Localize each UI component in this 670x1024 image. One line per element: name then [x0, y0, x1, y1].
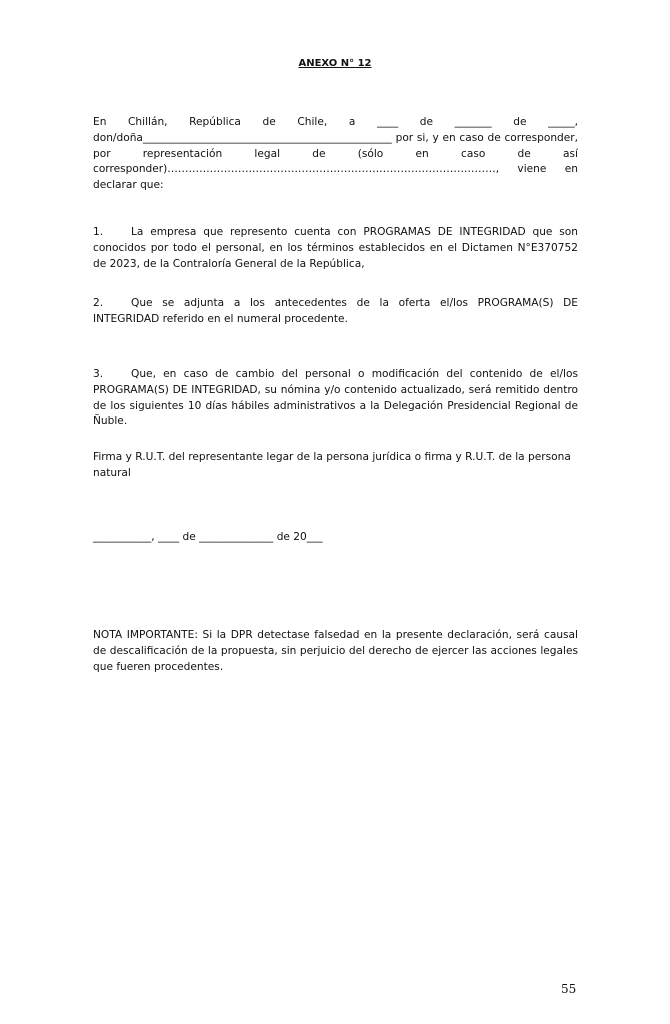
date-line: ___________, ____ de ______________ de 20___ — [93, 531, 323, 543]
signature-label: Firma y R.U.T. del representante legar de la persona jurídica o firma y R.U.T. de la persona natural — [93, 451, 571, 479]
page-number: 55 — [561, 982, 577, 996]
numbered-item-1 — [93, 225, 578, 272]
document-title: ANEXO N° 12 — [298, 58, 372, 69]
item-text: Que, en caso de cambio del personal o modificación del contenido de el/los PROGRAMA(S) DE INTEGRIDAD, su nómina y/o contenido actualizado, será remitido dentro de los siguientes 10 días hábiles administrativos a la Delegación Presidencial Regional de Ñuble. — [93, 367, 578, 428]
item-number: 3. — [93, 367, 104, 380]
item-number: 2. — [93, 297, 104, 310]
important-note: NOTA IMPORTANTE: Si la DPR detectase falsedad en la presente declaración, será causal de descalificación de la propuesta, sin perjuicio del derecho de ejercer las acciones legales que fueren procedentes. — [93, 629, 578, 673]
item-text: La empresa que represento cuenta con PROGRAMAS DE INTEGRIDAD que son conocidos por todo el personal, en los términos establecidos en el Dictamen N°E370752 de 2023, de la Contraloría General de la República, — [93, 226, 578, 270]
item-number: 1. — [93, 226, 104, 238]
numbered-item-2 — [93, 296, 578, 328]
item-text: Que se adjunta a los antecedentes de la oferta el/los PROGRAMA(S) DE INTEGRIDAD referido en el numeral procedente. — [93, 297, 578, 326]
intro-paragraph: En Chillán, República de Chile, a ____ de _______ de _____, don/doña_______________________________________________ por si, y en caso de corresponder, por representación legal de (sólo en caso de así corresponder)…………………………………………………………………………………, viene en declarar que: — [93, 116, 578, 192]
numbered-item-3 — [93, 367, 578, 430]
